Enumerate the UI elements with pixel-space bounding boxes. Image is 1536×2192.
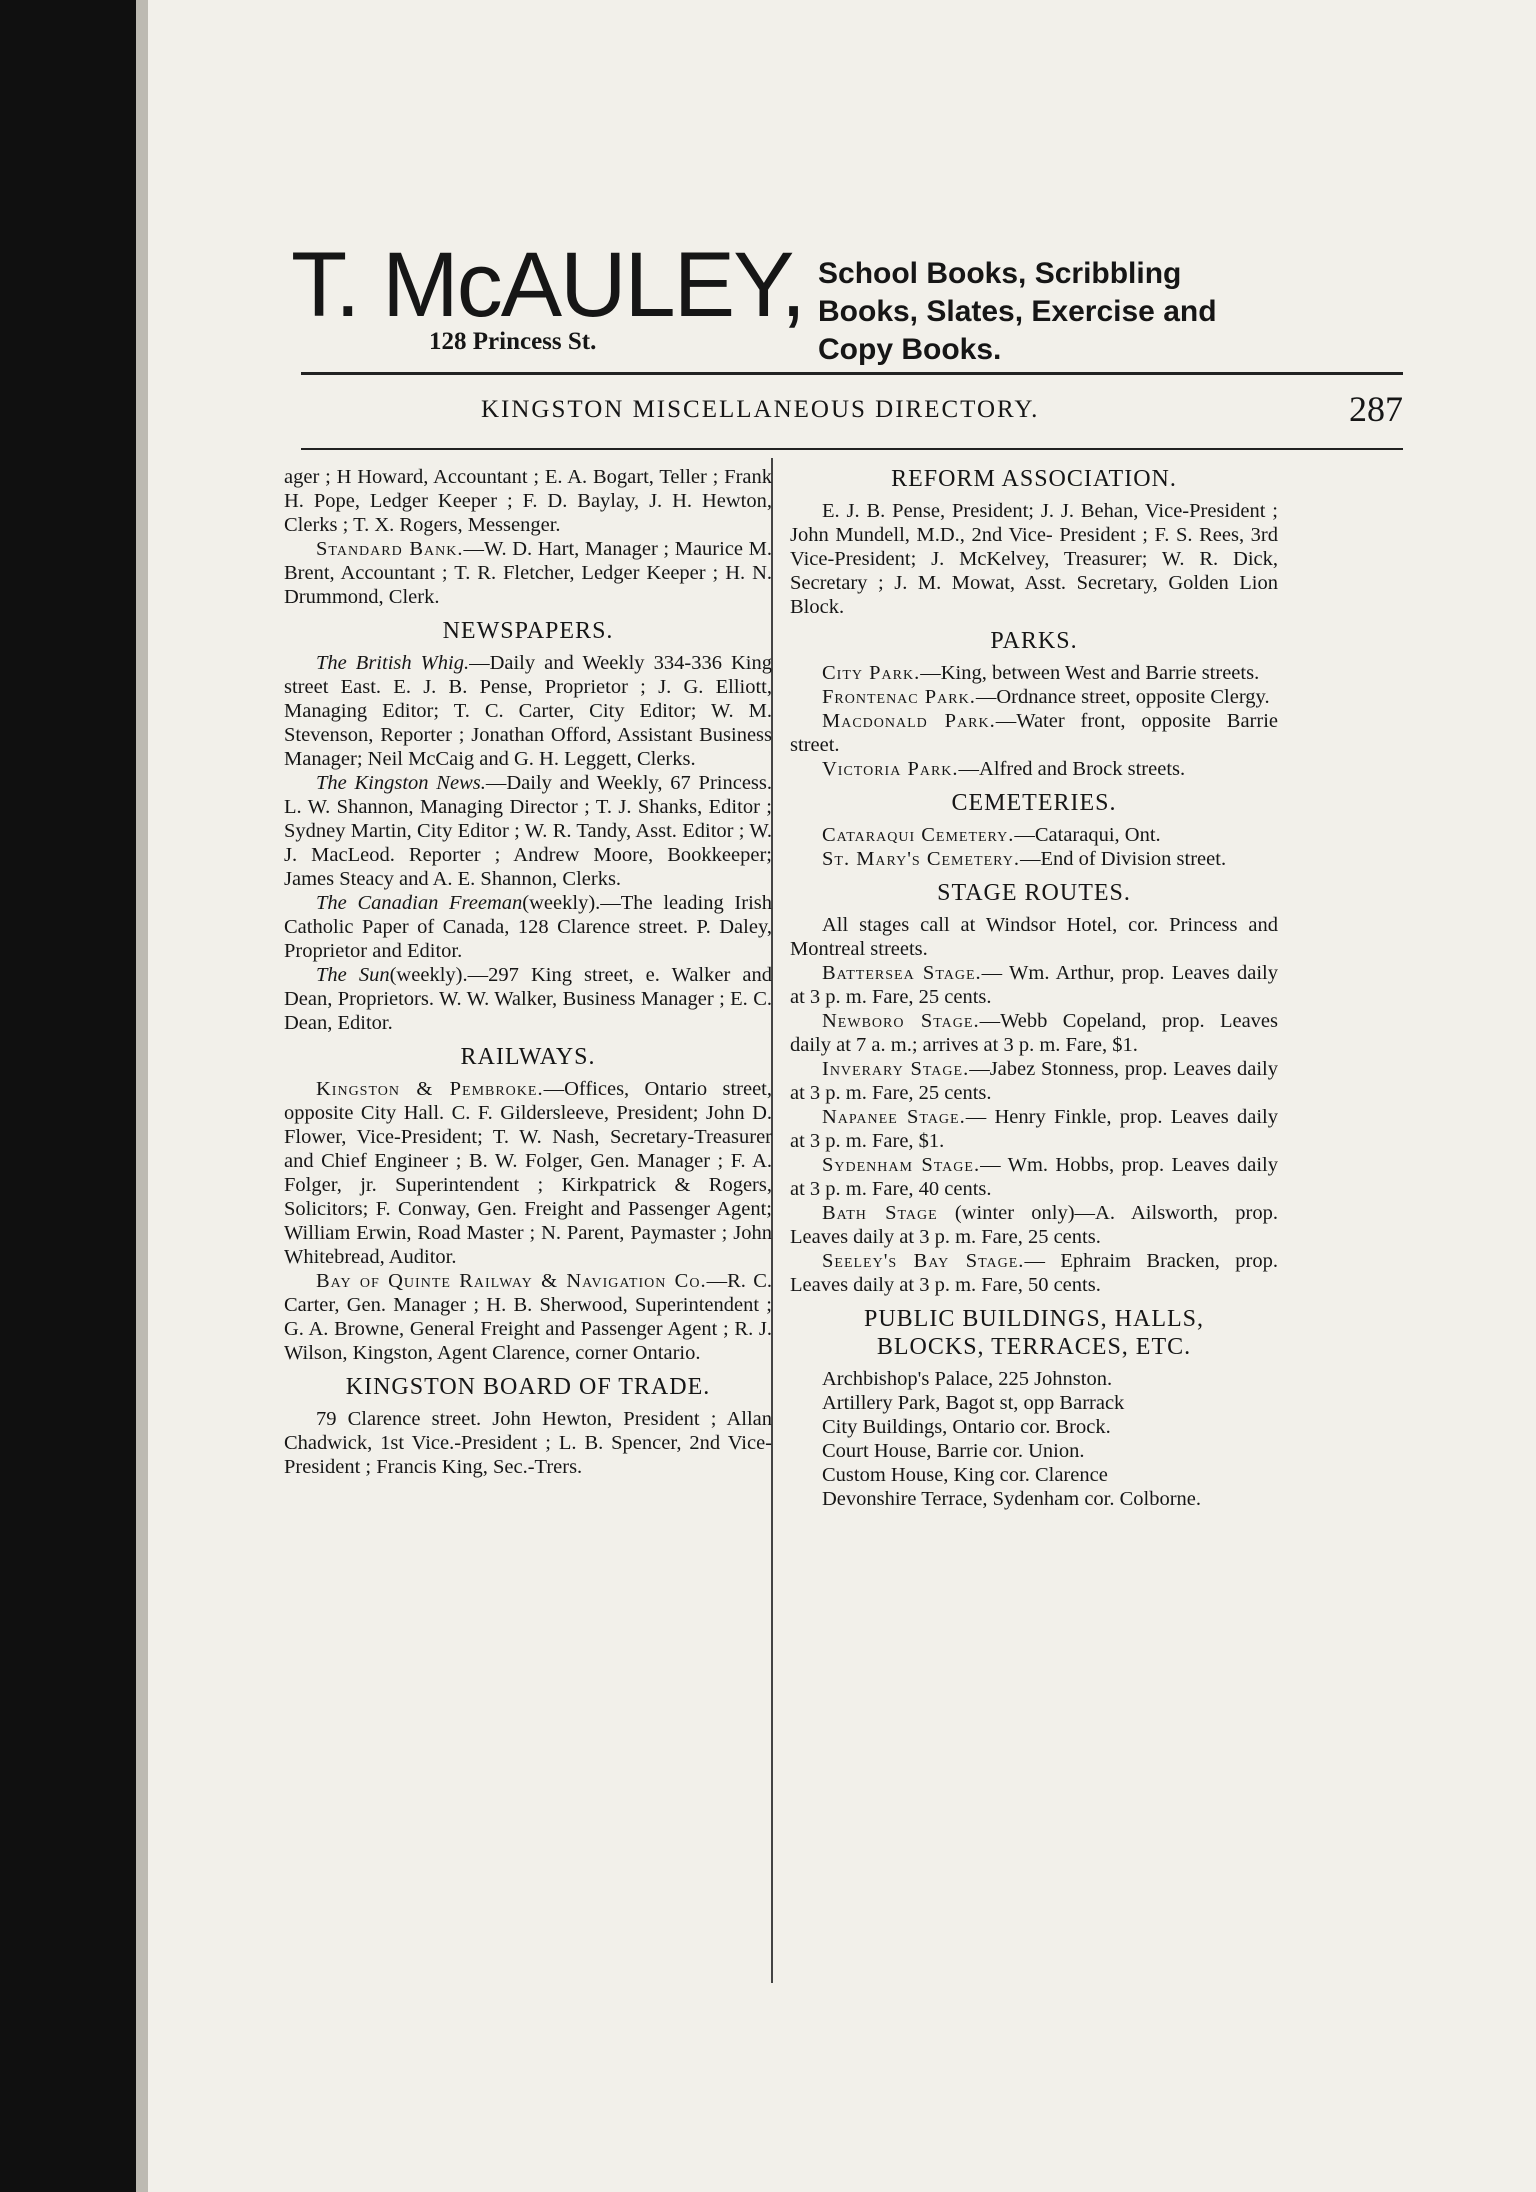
entry-text: —Daily and Weekly, 67 Princess. L. W. Shannon, Managing Director ; T. J. Shanks, Editor ; Sydney Martin, City Editor ; W. R. Tandy, Asst. Editor ; W. J. MacLeod. Reporter ; Andrew Moore, Bookkeeper; James Steacy and A. E. Shannon, Clerks.: [284, 772, 772, 890]
entry-name: Newboro Stage.: [822, 1010, 980, 1032]
entry-name: Bath Stage: [822, 1202, 938, 1224]
entry-name: Inverary Stage.: [822, 1058, 970, 1080]
entry-name: Frontenac Park.: [822, 686, 976, 708]
entry-name: Battersea Stage.: [822, 962, 982, 984]
entry-name: City Park.: [822, 662, 921, 684]
entry-text: —Webb Copeland, prop. Leaves daily at 7 a. m.; arrives at 3 p. m. Fare, $1.: [790, 1010, 1278, 1056]
bay-of-quinte-entry: [284, 1269, 772, 1365]
victoria-park-entry: [790, 757, 1278, 781]
the-sun-entry: [284, 963, 772, 1035]
entry-name: Cataraqui Cemetery.: [822, 824, 1015, 846]
list-item: Archbishop's Palace, 225 Johnston.: [822, 1368, 1113, 1390]
list-item: Artillery Park, Bagot st, opp Barrack: [822, 1392, 1125, 1414]
list-item: City Buildings, Ontario cor. Brock.: [822, 1416, 1111, 1438]
entry-text: —Cataraqui, Ont.: [1014, 824, 1161, 846]
list-item: Custom House, King cor. Clarence: [822, 1464, 1108, 1486]
reform-association-heading: REFORM ASSOCIATION.: [891, 466, 1177, 492]
advertisement: [136, 0, 1536, 380]
header-rule-top: [301, 372, 1403, 375]
entry-text: (weekly).—The leading Irish Catholic Paper of Canada, 128 Clarence street. P. Daley, Proprietor and Editor.: [284, 892, 772, 962]
entry-text: —R. C. Carter, Gen. Manager ; H. B. Sherwood, Superintendent ; G. A. Browne, General Freight and Passenger Agent ; R. J. Wilson, Kingston, Agent Clarence, corner Ontario.: [284, 1270, 772, 1364]
cataraqui-cemetery-entry: [790, 823, 1278, 847]
entry-name: Seeley's Bay Stage.: [822, 1250, 1025, 1272]
parks-heading: PARKS.: [990, 628, 1078, 654]
british-whig-entry: [284, 651, 772, 771]
stage-routes-heading: STAGE ROUTES.: [937, 880, 1131, 906]
entry-text: (winter only)—A. Ailsworth, prop. Leaves daily at 3 p. m. Fare, 25 cents.: [790, 1202, 1279, 1248]
page-number: 287: [1349, 389, 1403, 429]
newboro-stage-entry: [790, 1009, 1278, 1057]
entry-name: Sydenham Stage.: [822, 1154, 981, 1176]
running-title: KINGSTON MISCELLANEOUS DIRECTORY.: [481, 396, 1040, 423]
entry-text: —Ordnance street, opposite Clergy.: [975, 686, 1270, 708]
battersea-stage-entry: [790, 961, 1278, 1009]
newspapers-heading: NEWSPAPERS.: [442, 618, 614, 644]
advertiser-name: T. McAULEY,: [291, 234, 805, 336]
entry-name: St. Mary's Cemetery.: [822, 848, 1020, 870]
seeleys-bay-stage-entry: [790, 1249, 1278, 1297]
kingston-news-entry: [284, 771, 772, 891]
entry-text: —King, between West and Barrie streets.: [920, 662, 1260, 684]
advertiser-address: 128 Princess St.: [429, 328, 597, 355]
stage-routes-intro: All stages call at Windsor Hotel, cor. Princess and Montreal streets.: [790, 914, 1278, 960]
board-of-trade-heading: KINGSTON BOARD OF TRADE.: [345, 1374, 711, 1400]
directory-page: [136, 0, 1536, 2192]
kingston-pembroke-entry: [284, 1077, 772, 1269]
product-line: School Books, Scribbling: [818, 257, 1182, 290]
entry-text: (weekly).—297 King street, e. Walker and Dean, Proprietors. W. W. Walker, Business Manager ; E. C. Dean, Editor.: [284, 964, 773, 1034]
entry-text: — Henry Finkle, prop. Leaves daily at 3 p. m. Fare, $1.: [790, 1106, 1278, 1152]
standard-bank-entry: [284, 537, 772, 609]
entry-name: The Canadian Freeman: [316, 892, 523, 914]
napanee-stage-entry: [790, 1105, 1278, 1153]
entry-text: — Ephraim Bracken, prop. Leaves daily at 3 p. m. Fare, 50 cents.: [790, 1250, 1278, 1296]
entry-name: Kingston & Pembroke.: [316, 1078, 544, 1100]
entry-name: Victoria Park.: [822, 758, 959, 780]
bath-stage-entry: [790, 1201, 1278, 1249]
bank-entry-continued: ager ; H Howard, Accountant ; E. A. Bogart, Teller ; Frank H. Pope, Ledger Keeper ; F. D. Baylay, J. H. Hewton, Clerks ; T. X. Rogers, Messenger.: [284, 466, 772, 536]
canadian-freeman-entry: [284, 891, 772, 963]
entry-name: The Kingston News.: [316, 772, 486, 794]
entry-text: —Offices, Ontario street, opposite City Hall. C. F. Gildersleeve, President; John D. Flower, Vice-President; T. W. Nash, Secretary-Treasurer and Chief Engineer ; B. W. Folger, Gen. Manager ; F. A. Folger, jr. Superintendent ; Kirkpatrick & Rogers, Solicitors; F. Conway, Gen. Freight and Passenger Agent; William Erwin, Road Master ; N. Parent, Paymaster ; John Whitebread, Auditor.: [284, 1078, 772, 1268]
entry-name: Bay of Quinte Railway & Navigation Co.: [316, 1270, 707, 1292]
macdonald-park-entry: [790, 709, 1278, 757]
entry-text: —Jabez Stonness, prop. Leaves daily at 3 p. m. Fare, 25 cents.: [790, 1058, 1278, 1104]
product-line: Copy Books.: [818, 333, 1002, 366]
public-buildings-list: [790, 1367, 1278, 1511]
entry-text: —W. D. Hart, Manager ; Maurice M. Brent, Accountant ; T. R. Fletcher, Ledger Keeper ; H. N. Drummond, Clerk.: [284, 538, 772, 608]
product-line: Books, Slates, Exercise and: [818, 295, 1217, 328]
entry-text: —Daily and Weekly 334-336 King street East. E. J. B. Pense, Proprietor ; J. G. Elliott, Managing Editor; T. C. Carter, City Editor; W. M. Stevenson, Reporter ; Jonathan Offord, Assistant Business Manager; Neil McCaig and G. H. Leggett, Clerks.: [284, 652, 772, 770]
entry-name: Macdonald Park.: [822, 710, 996, 732]
entry-name: Standard Bank.: [316, 538, 464, 560]
right-column: [790, 465, 1278, 1511]
frontenac-park-entry: [790, 685, 1278, 709]
heading-line: BLOCKS, TERRACES, ETC.: [876, 1334, 1192, 1360]
list-item: Devonshire Terrace, Sydenham cor. Colborne.: [822, 1488, 1202, 1510]
railways-heading: RAILWAYS.: [460, 1044, 596, 1070]
sydenham-stage-entry: [790, 1153, 1278, 1201]
public-buildings-heading: [790, 1305, 1278, 1361]
entry-text: —Alfred and Brock streets.: [958, 758, 1186, 780]
advertised-products: [818, 255, 1518, 369]
entry-text: —End of Division street.: [1019, 848, 1227, 870]
entry-name: The British Whig.: [316, 652, 470, 674]
header-rule-bottom: [301, 448, 1403, 450]
reform-association-entry: E. J. B. Pense, President; J. J. Behan, Vice-President ; John Mundell, M.D., 2nd Vice- President ; F. S. Rees, 3rd Vice-President; J. McKelvey, Treasurer; W. R. Dick, Secretary ; J. M. Mowat, Asst. Secretary, Golden Lion Block.: [790, 500, 1278, 618]
heading-line: PUBLIC BUILDINGS, HALLS,: [863, 1306, 1204, 1332]
entry-text: —Water front, opposite Barrie street.: [790, 710, 1278, 756]
entry-text: — Wm. Arthur, prop. Leaves daily at 3 p. m. Fare, 25 cents.: [790, 962, 1278, 1008]
inverary-stage-entry: [790, 1057, 1278, 1105]
st-marys-cemetery-entry: [790, 847, 1278, 871]
entry-text: — Wm. Hobbs, prop. Leaves daily at 3 p. m. Fare, 40 cents.: [790, 1154, 1278, 1200]
left-column: [284, 465, 772, 1479]
city-park-entry: [790, 661, 1278, 685]
list-item: Court House, Barrie cor. Union.: [822, 1440, 1085, 1462]
entry-name: The Sun: [316, 964, 390, 986]
cemeteries-heading: CEMETERIES.: [951, 790, 1117, 816]
entry-name: Napanee Stage.: [822, 1106, 966, 1128]
board-of-trade-entry: 79 Clarence street. John Hewton, President ; Allan Chadwick, 1st Vice.-President ; L. B. Spencer, 2nd Vice-President ; Francis King, Sec.-Trers.: [284, 1408, 772, 1478]
